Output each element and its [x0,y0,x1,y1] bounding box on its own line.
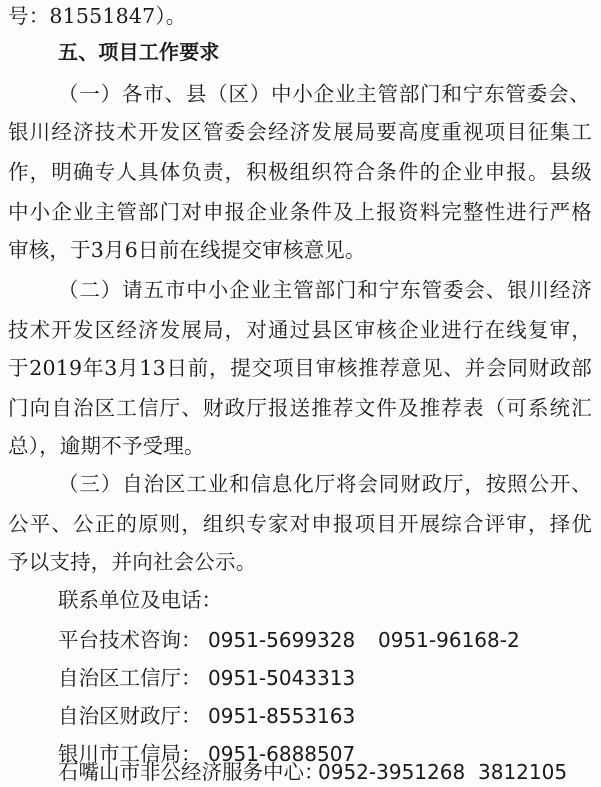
paragraph-2-line-2: 技术开发区经济发展局，对通过县区审核企业进行在线复审， [8,318,592,342]
contact-phone-platform-2: 0951-96168-2 [378,628,520,652]
text-line-prev-continuation: 号：81551847）。 [8,4,187,28]
paragraph-2-line-4: 门向自治区工信厅、财政厅报送推荐文件及推荐表（可系统汇 [8,396,592,420]
paragraph-1-line-1: （一）各市、县（区）中小企业主管部门和宁东管委会、 [58,82,590,106]
paragraph-2-line-5: 总），逾期不予受理。 [8,434,205,458]
paragraph-3-line-3: 予以支持，并向社会公示。 [8,550,257,574]
contact-phone-shizuishan-center-2: 3812105 [478,760,568,784]
contact-phone-industry-dept: 0951-5043313 [208,666,356,690]
contact-label-platform: 平台技术咨询： [58,628,202,652]
section-heading: 五、项目工作要求 [58,40,220,64]
paragraph-3-line-2: 公平、公正的原则，组织专家对申报项目开展综合评审，择优 [8,512,592,536]
contact-phone-yinchuan-bureau: 0951-6888507 [208,742,356,766]
contact-phone-finance-dept: 0951-8553163 [208,704,356,728]
paragraph-3-line-1: （三）自治区工业和信息化厅将会同财政厅，按照公开、 [58,472,592,496]
contacts-title: 联系单位及电话： [58,588,222,612]
paragraph-2-line-1: （二）请五市中小企业主管部门和宁东管委会、银川经济 [58,278,592,302]
paragraph-1-line-5: 审核，于3月6日前在线提交审核意见。 [8,238,366,262]
paragraph-1-line-2: 银川经济技术开发区管委会经济发展局要高度重视项目征集工 [8,120,592,144]
contact-phone-shizuishan-center: 0952-3951268 [318,760,466,784]
paragraph-1-line-4: 中小企业主管部门对申报企业条件及上报资料完整性进行严格 [8,200,592,224]
contact-label-finance-dept: 自治区财政厅： [58,704,202,728]
contact-phone-platform: 0951-5699328 [208,628,356,652]
contact-label-yinchuan-bureau: 银川市工信局： [58,742,202,766]
paragraph-2-line-3: 于2019年3月13日前，提交项目审核推荐意见、并会同财政部 [8,356,592,380]
paragraph-1-line-3: 作，明确专人具体负责，积极组织符合条件的企业申报。县级 [8,160,592,184]
contact-label-shizuishan-center: 石嘴山市非公经济服务中心： [58,760,325,784]
contact-label-industry-dept: 自治区工信厅： [58,666,202,690]
